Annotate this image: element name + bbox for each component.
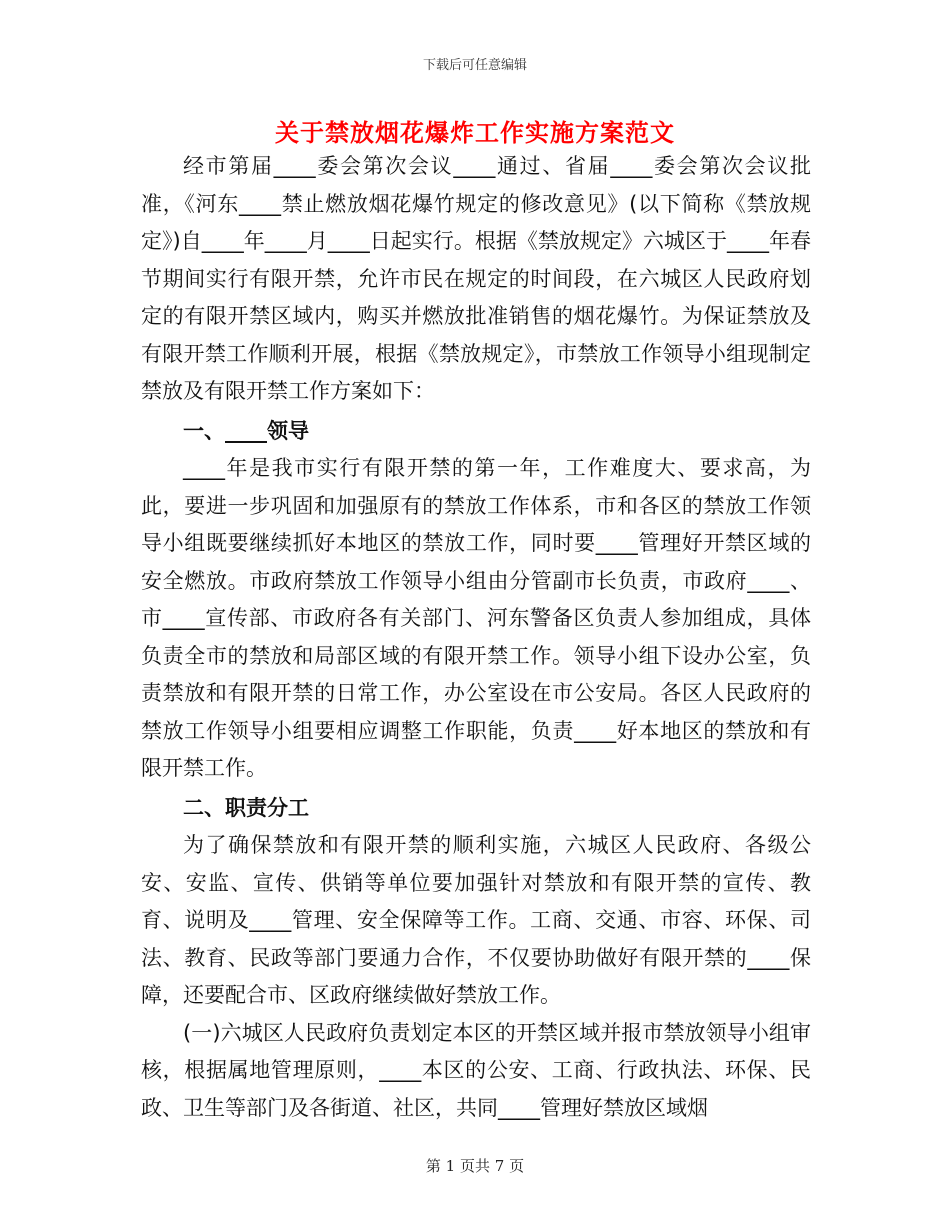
page-number: 第 1 页共 7 页 (425, 1157, 525, 1175)
subsection-paragraph-1: (一)六城区人民政府负责划定本区的开禁区域并报市禁放领导小组审核，根据属地管理原则，____本区的公安、工商、行政执法、环保、民政、卫生等部门及各街道、社区，共同____管理好禁放区域烟 (141, 1020, 811, 1120)
document-body (141, 148, 811, 1127)
responsibilities-paragraph: 为了确保禁放和有限开禁的顺利实施，六城区人民政府、各级公安、安监、宣传、供销等单位要加强针对禁放和有限开禁的宣传、教育、说明及____管理、安全保障等工作。工商、交通、市容、环保、司法、教育、民政等部门要通力合作，不仅要协助做好有限开禁的____保障，还要配合市、区政府继续做好禁放工作。 (141, 833, 811, 1007)
document-title: 关于禁放烟花爆炸工作实施方案范文 (275, 119, 675, 147)
section-heading-leadership: 一、____领导 (183, 418, 309, 443)
section-heading-responsibilities: 二、职责分工 (183, 795, 309, 820)
header-note: 下载后可任意编辑 (422, 58, 527, 73)
leadership-paragraph: ____年是我市实行有限开禁的第一年，工作难度大、要求高，为此，要进一步巩固和加强原有的禁放工作体系，市和各区的禁放工作领导小组既要继续抓好本地区的禁放工作，同时要____管理好开禁区域的安全燃放。市政府禁放工作领导小组由分管副市长负责，市政府____、市____宣传部、市政府各有关部门、河东警备区负责人参加组成，具体负责全市的禁放和局部区域的有限开禁工作。领导小组下设办公室，负责禁放和有限开禁的日常工作，办公室设在市公安局。各区人民政府的禁放工作领导小组要相应调整工作职能，负责____好本地区的禁放和有限开禁工作。 (141, 456, 811, 780)
intro-paragraph: 经市第届____委会第次会议____通过、省届____委会第次会议批准，《河东____禁止燃放烟花爆竹规定的修改意见》(以下简称《禁放规定》)自____年____月____日起实行。根据《禁放规定》六城区于____年春节期间实行有限开禁，允许市民在规定的时间段，在六城区人民政府划定的有限开禁区域内，购买并燃放批准销售的烟花爆竹。为保证禁放及有限开禁工作顺利开展，根据《禁放规定》，市禁放工作领导小组现制定禁放及有限开禁工作方案如下： (141, 154, 811, 403)
